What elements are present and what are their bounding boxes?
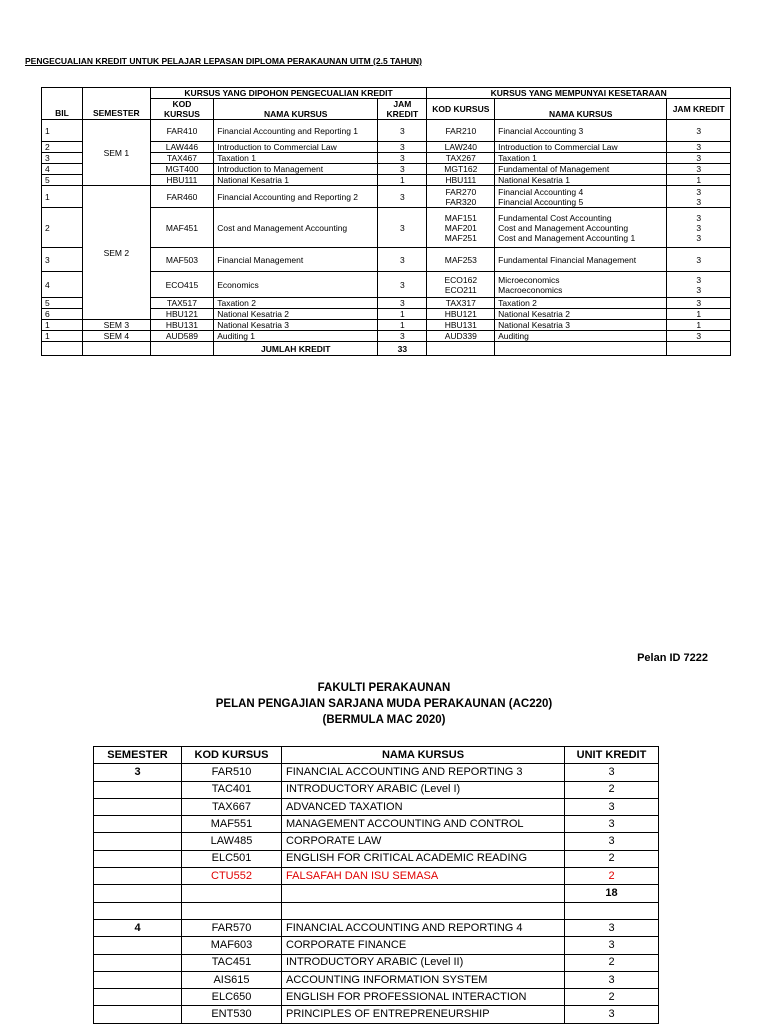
cell-semester: SEM 3 bbox=[83, 320, 151, 331]
cell-ejam bbox=[667, 186, 731, 208]
cell-unit: 2 bbox=[565, 989, 659, 1006]
cell-kod: HBU111 bbox=[150, 175, 214, 186]
plan-id: Pelan ID 7222 bbox=[637, 652, 708, 664]
cell-nama: FINANCIAL ACCOUNTING AND REPORTING 4 bbox=[282, 919, 565, 936]
cell-enama bbox=[495, 186, 667, 208]
cell-jam: 3 bbox=[378, 331, 427, 342]
cell-enama-line: Macroeconomics bbox=[498, 284, 563, 295]
spacer-row bbox=[94, 902, 659, 919]
cell-enama: Fundamental of Management bbox=[495, 164, 667, 175]
header-unit-kredit: UNIT KREDIT bbox=[565, 747, 659, 764]
cell-unit: 2 bbox=[565, 954, 659, 971]
cell-nama: Financial Accounting and Reporting 2 bbox=[214, 186, 378, 208]
cell-kod: ELC650 bbox=[182, 989, 282, 1006]
cell-ekod-line: MAF151 bbox=[444, 212, 477, 223]
cell-ekod: FAR210 bbox=[427, 120, 495, 142]
plan-header-row bbox=[94, 747, 659, 764]
cell-bil: 1 bbox=[42, 320, 83, 331]
header-kod-kursus: KOD KURSUS bbox=[182, 747, 282, 764]
cell-ejam: 3 bbox=[667, 164, 731, 175]
cell-unit: 3 bbox=[565, 971, 659, 988]
cell-jam: 3 bbox=[378, 248, 427, 272]
header-semester: SEMESTER bbox=[83, 88, 151, 120]
cell-kod: FAR460 bbox=[150, 186, 214, 208]
table-row bbox=[94, 781, 659, 798]
cell-kod: MAF503 bbox=[150, 248, 214, 272]
cell-bil: 5 bbox=[42, 175, 83, 186]
cell-nama: FINANCIAL ACCOUNTING AND REPORTING 3 bbox=[282, 764, 565, 781]
header-enama: NAMA KURSUS bbox=[495, 99, 667, 120]
cell-unit: 3 bbox=[565, 764, 659, 781]
cell-ekod bbox=[427, 272, 495, 298]
semester-label: 4 bbox=[94, 919, 182, 936]
cell-ejam: 3 bbox=[667, 298, 731, 309]
cell-kod: MAF603 bbox=[182, 937, 282, 954]
table-row bbox=[94, 816, 659, 833]
cell-enama-line: Financial Accounting 5 bbox=[498, 196, 584, 207]
table-row bbox=[94, 798, 659, 815]
cell-nama: ENGLISH FOR CRITICAL ACADEMIC READING bbox=[282, 850, 565, 867]
header-jam: JAM KREDIT bbox=[378, 99, 427, 120]
table-row bbox=[42, 320, 731, 331]
cell-ekod: HBU121 bbox=[427, 309, 495, 320]
cell-nama: ENGLISH FOR PROFESSIONAL INTERACTION bbox=[282, 989, 565, 1006]
cell-ejam-line: 3 bbox=[696, 274, 702, 285]
cell-bil: 3 bbox=[42, 153, 83, 164]
cell-ekod: HBU131 bbox=[427, 320, 495, 331]
cell-nama: Taxation 2 bbox=[214, 298, 378, 309]
cell-ekod bbox=[427, 208, 495, 248]
cell-ejam: 3 bbox=[667, 142, 731, 153]
cell-kod: MGT400 bbox=[150, 164, 214, 175]
cell-nama: FALSAFAH DAN ISU SEMASA bbox=[282, 868, 565, 885]
cell-kod: FAR410 bbox=[150, 120, 214, 142]
header-equivalent-group: KURSUS YANG MEMPUNYAI KESETARAAN bbox=[427, 88, 731, 99]
cell-jam: 1 bbox=[378, 309, 427, 320]
cell-ejam bbox=[667, 208, 731, 248]
cell-ekod-line: MAF251 bbox=[444, 232, 477, 243]
total-value: 33 bbox=[378, 342, 427, 356]
cell-ejam bbox=[667, 272, 731, 298]
table-row bbox=[94, 919, 659, 936]
cell-ejam: 3 bbox=[667, 331, 731, 342]
cell-kod: MAF451 bbox=[150, 208, 214, 248]
cell-bil: 6 bbox=[42, 309, 83, 320]
cell-ekod-line: FAR320 bbox=[445, 196, 477, 207]
cell-nama: MANAGEMENT ACCOUNTING AND CONTROL bbox=[282, 816, 565, 833]
header-exempt-group: KURSUS YANG DIPOHON PENGECUALIAN KREDIT bbox=[150, 88, 427, 99]
cell-ejam-line: 3 bbox=[696, 232, 702, 243]
table-row bbox=[94, 937, 659, 954]
cell-kod: ENT530 bbox=[182, 1006, 282, 1023]
cell-bil: 1 bbox=[42, 331, 83, 342]
cell-bil: 5 bbox=[42, 298, 83, 309]
cell-nama: CORPORATE LAW bbox=[282, 833, 565, 850]
cell-kod: FAR510 bbox=[182, 764, 282, 781]
cell-enama: Auditing bbox=[495, 331, 667, 342]
cell-kod: MAF551 bbox=[182, 816, 282, 833]
table-row bbox=[94, 833, 659, 850]
cell-ekod: TAX267 bbox=[427, 153, 495, 164]
cell-ekod: AUD339 bbox=[427, 331, 495, 342]
cell-unit: 3 bbox=[565, 833, 659, 850]
cell-kod: HBU121 bbox=[150, 309, 214, 320]
cell-jam: 1 bbox=[378, 175, 427, 186]
cell-ekod-line: MAF201 bbox=[444, 222, 477, 233]
cell-enama: Taxation 1 bbox=[495, 153, 667, 164]
table-row bbox=[94, 989, 659, 1006]
cell-jam: 3 bbox=[378, 164, 427, 175]
cell-nama: INTRODUCTORY ARABIC (Level I) bbox=[282, 781, 565, 798]
table-row bbox=[94, 850, 659, 867]
cell-enama: National Kesatria 2 bbox=[495, 309, 667, 320]
table-row-highlighted bbox=[94, 868, 659, 885]
cell-enama-line: Fundamental Cost Accounting bbox=[498, 212, 612, 223]
study-plan-table bbox=[93, 746, 659, 1024]
cell-nama: INTRODUCTORY ARABIC (Level II) bbox=[282, 954, 565, 971]
cell-ejam: 1 bbox=[667, 175, 731, 186]
cell-unit: 2 bbox=[565, 868, 659, 885]
cell-ekod-line: ECO211 bbox=[444, 284, 477, 295]
credit-exemption-title: PENGECUALIAN KREDIT UNTUK PELAJAR LEPASAN DIPLOMA PERAKAUNAN UITM (2.5 TAHUN) bbox=[25, 56, 422, 66]
cell-bil: 1 bbox=[42, 120, 83, 142]
header-kod: KOD KURSUS bbox=[150, 99, 214, 120]
cell-enama: Introduction to Commercial Law bbox=[495, 142, 667, 153]
cell-nama: Introduction to Commercial Law bbox=[214, 142, 378, 153]
header-bil: BIL bbox=[42, 88, 83, 120]
cell-ekod: LAW240 bbox=[427, 142, 495, 153]
table-row bbox=[42, 186, 731, 208]
cell-ekod: TAX317 bbox=[427, 298, 495, 309]
cell-semester: SEM 2 bbox=[83, 186, 151, 320]
cell-jam: 1 bbox=[378, 320, 427, 331]
cell-nama: ADVANCED TAXATION bbox=[282, 798, 565, 815]
group-header-row bbox=[42, 88, 731, 99]
cell-kod: TAC401 bbox=[182, 781, 282, 798]
table-row bbox=[94, 1006, 659, 1023]
table-row bbox=[42, 331, 731, 342]
cell-nama: National Kesatria 2 bbox=[214, 309, 378, 320]
cell-jam: 3 bbox=[378, 298, 427, 309]
cell-ekod-line: FAR270 bbox=[445, 186, 477, 197]
cell-enama-line: Cost and Management Accounting 1 bbox=[498, 232, 636, 243]
cell-ekod: MGT162 bbox=[427, 164, 495, 175]
faculty-name: FAKULTI PERAKAUNAN bbox=[317, 682, 451, 694]
cell-ejam-line: 3 bbox=[696, 284, 702, 295]
cell-jam: 3 bbox=[378, 120, 427, 142]
semester-label: 3 bbox=[94, 764, 182, 781]
cell-enama bbox=[495, 208, 667, 248]
cell-ejam-line: 3 bbox=[696, 222, 702, 233]
cell-jam: 3 bbox=[378, 272, 427, 298]
cell-enama: National Kesatria 1 bbox=[495, 175, 667, 186]
cell-bil: 2 bbox=[42, 208, 83, 248]
cell-kod: TAC451 bbox=[182, 954, 282, 971]
cell-semester: SEM 4 bbox=[83, 331, 151, 342]
cell-enama: National Kesatria 3 bbox=[495, 320, 667, 331]
table-row bbox=[94, 971, 659, 988]
cell-jam: 3 bbox=[378, 142, 427, 153]
cell-nama: ACCOUNTING INFORMATION SYSTEM bbox=[282, 971, 565, 988]
cell-kod: ECO415 bbox=[150, 272, 214, 298]
cell-nama: Introduction to Management bbox=[214, 164, 378, 175]
cell-kod: TAX517 bbox=[150, 298, 214, 309]
cell-nama: Financial Accounting and Reporting 1 bbox=[214, 120, 378, 142]
cell-unit: 3 bbox=[565, 798, 659, 815]
cell-jam: 3 bbox=[378, 208, 427, 248]
cell-ekod-line: ECO162 bbox=[444, 274, 478, 285]
cell-kod: HBU131 bbox=[150, 320, 214, 331]
plan-heading bbox=[0, 680, 768, 728]
cell-kod: CTU552 bbox=[182, 868, 282, 885]
cell-enama: Taxation 2 bbox=[495, 298, 667, 309]
plan-start: (BERMULA MAC 2020) bbox=[322, 714, 446, 726]
cell-jam: 3 bbox=[378, 153, 427, 164]
table-row bbox=[94, 954, 659, 971]
cell-unit: 3 bbox=[565, 919, 659, 936]
cell-enama-line: Microeconomics bbox=[498, 274, 560, 285]
cell-ekod bbox=[427, 186, 495, 208]
cell-ekod: HBU111 bbox=[427, 175, 495, 186]
header-nama-kursus: NAMA KURSUS bbox=[282, 747, 565, 764]
cell-ejam-line: 3 bbox=[696, 196, 702, 207]
cell-bil: 1 bbox=[42, 186, 83, 208]
cell-ejam-line: 3 bbox=[696, 186, 702, 197]
cell-enama: Financial Accounting 3 bbox=[495, 120, 667, 142]
cell-jam: 3 bbox=[378, 186, 427, 208]
table-row bbox=[94, 764, 659, 781]
subtotal-row bbox=[94, 885, 659, 902]
header-semester: SEMESTER bbox=[94, 747, 182, 764]
cell-kod: ELC501 bbox=[182, 850, 282, 867]
cell-enama-line: Cost and Management Accounting bbox=[498, 222, 629, 233]
plan-subtitle: PELAN PENGAJIAN SARJANA MUDA PERAKAUNAN (AC220) bbox=[215, 698, 553, 710]
cell-nama: PRINCIPLES OF ENTREPRENEURSHIP bbox=[282, 1006, 565, 1023]
cell-kod: LAW485 bbox=[182, 833, 282, 850]
header-ekod: KOD KURSUS bbox=[427, 99, 495, 120]
cell-ejam-line: 3 bbox=[696, 212, 702, 223]
cell-ejam: 1 bbox=[667, 320, 731, 331]
cell-ejam: 1 bbox=[667, 309, 731, 320]
semester-total: 18 bbox=[565, 885, 659, 902]
cell-unit: 3 bbox=[565, 816, 659, 833]
cell-nama: Economics bbox=[214, 272, 378, 298]
cell-unit: 2 bbox=[565, 781, 659, 798]
cell-nama: Cost and Management Accounting bbox=[214, 208, 378, 248]
header-nama: NAMA KURSUS bbox=[214, 99, 378, 120]
cell-unit: 3 bbox=[565, 1006, 659, 1023]
total-row bbox=[42, 342, 731, 356]
cell-enama: Fundamental Financial Management bbox=[495, 248, 667, 272]
cell-ekod: MAF253 bbox=[427, 248, 495, 272]
cell-enama bbox=[495, 272, 667, 298]
cell-bil: 4 bbox=[42, 272, 83, 298]
cell-unit: 2 bbox=[565, 850, 659, 867]
cell-kod: TAX667 bbox=[182, 798, 282, 815]
cell-bil: 2 bbox=[42, 142, 83, 153]
cell-bil: 4 bbox=[42, 164, 83, 175]
cell-kod: LAW446 bbox=[150, 142, 214, 153]
cell-nama: Financial Management bbox=[214, 248, 378, 272]
cell-nama: CORPORATE FINANCE bbox=[282, 937, 565, 954]
credit-exemption-table bbox=[41, 87, 731, 356]
cell-nama: National Kesatria 3 bbox=[214, 320, 378, 331]
cell-kod: FAR570 bbox=[182, 919, 282, 936]
cell-unit: 3 bbox=[565, 937, 659, 954]
cell-nama: Taxation 1 bbox=[214, 153, 378, 164]
cell-nama: Auditing 1 bbox=[214, 331, 378, 342]
total-label: JUMLAH KREDIT bbox=[214, 342, 378, 356]
cell-kod: AUD589 bbox=[150, 331, 214, 342]
cell-kod: AIS615 bbox=[182, 971, 282, 988]
cell-enama-line: Financial Accounting 4 bbox=[498, 186, 584, 197]
cell-bil: 3 bbox=[42, 248, 83, 272]
cell-kod: TAX467 bbox=[150, 153, 214, 164]
header-ejam: JAM KREDIT bbox=[667, 99, 731, 120]
cell-semester: SEM 1 bbox=[83, 120, 151, 186]
cell-ejam: 3 bbox=[667, 120, 731, 142]
table-row bbox=[42, 120, 731, 142]
cell-ejam: 3 bbox=[667, 153, 731, 164]
cell-nama: National Kesatria 1 bbox=[214, 175, 378, 186]
cell-ejam: 3 bbox=[667, 248, 731, 272]
